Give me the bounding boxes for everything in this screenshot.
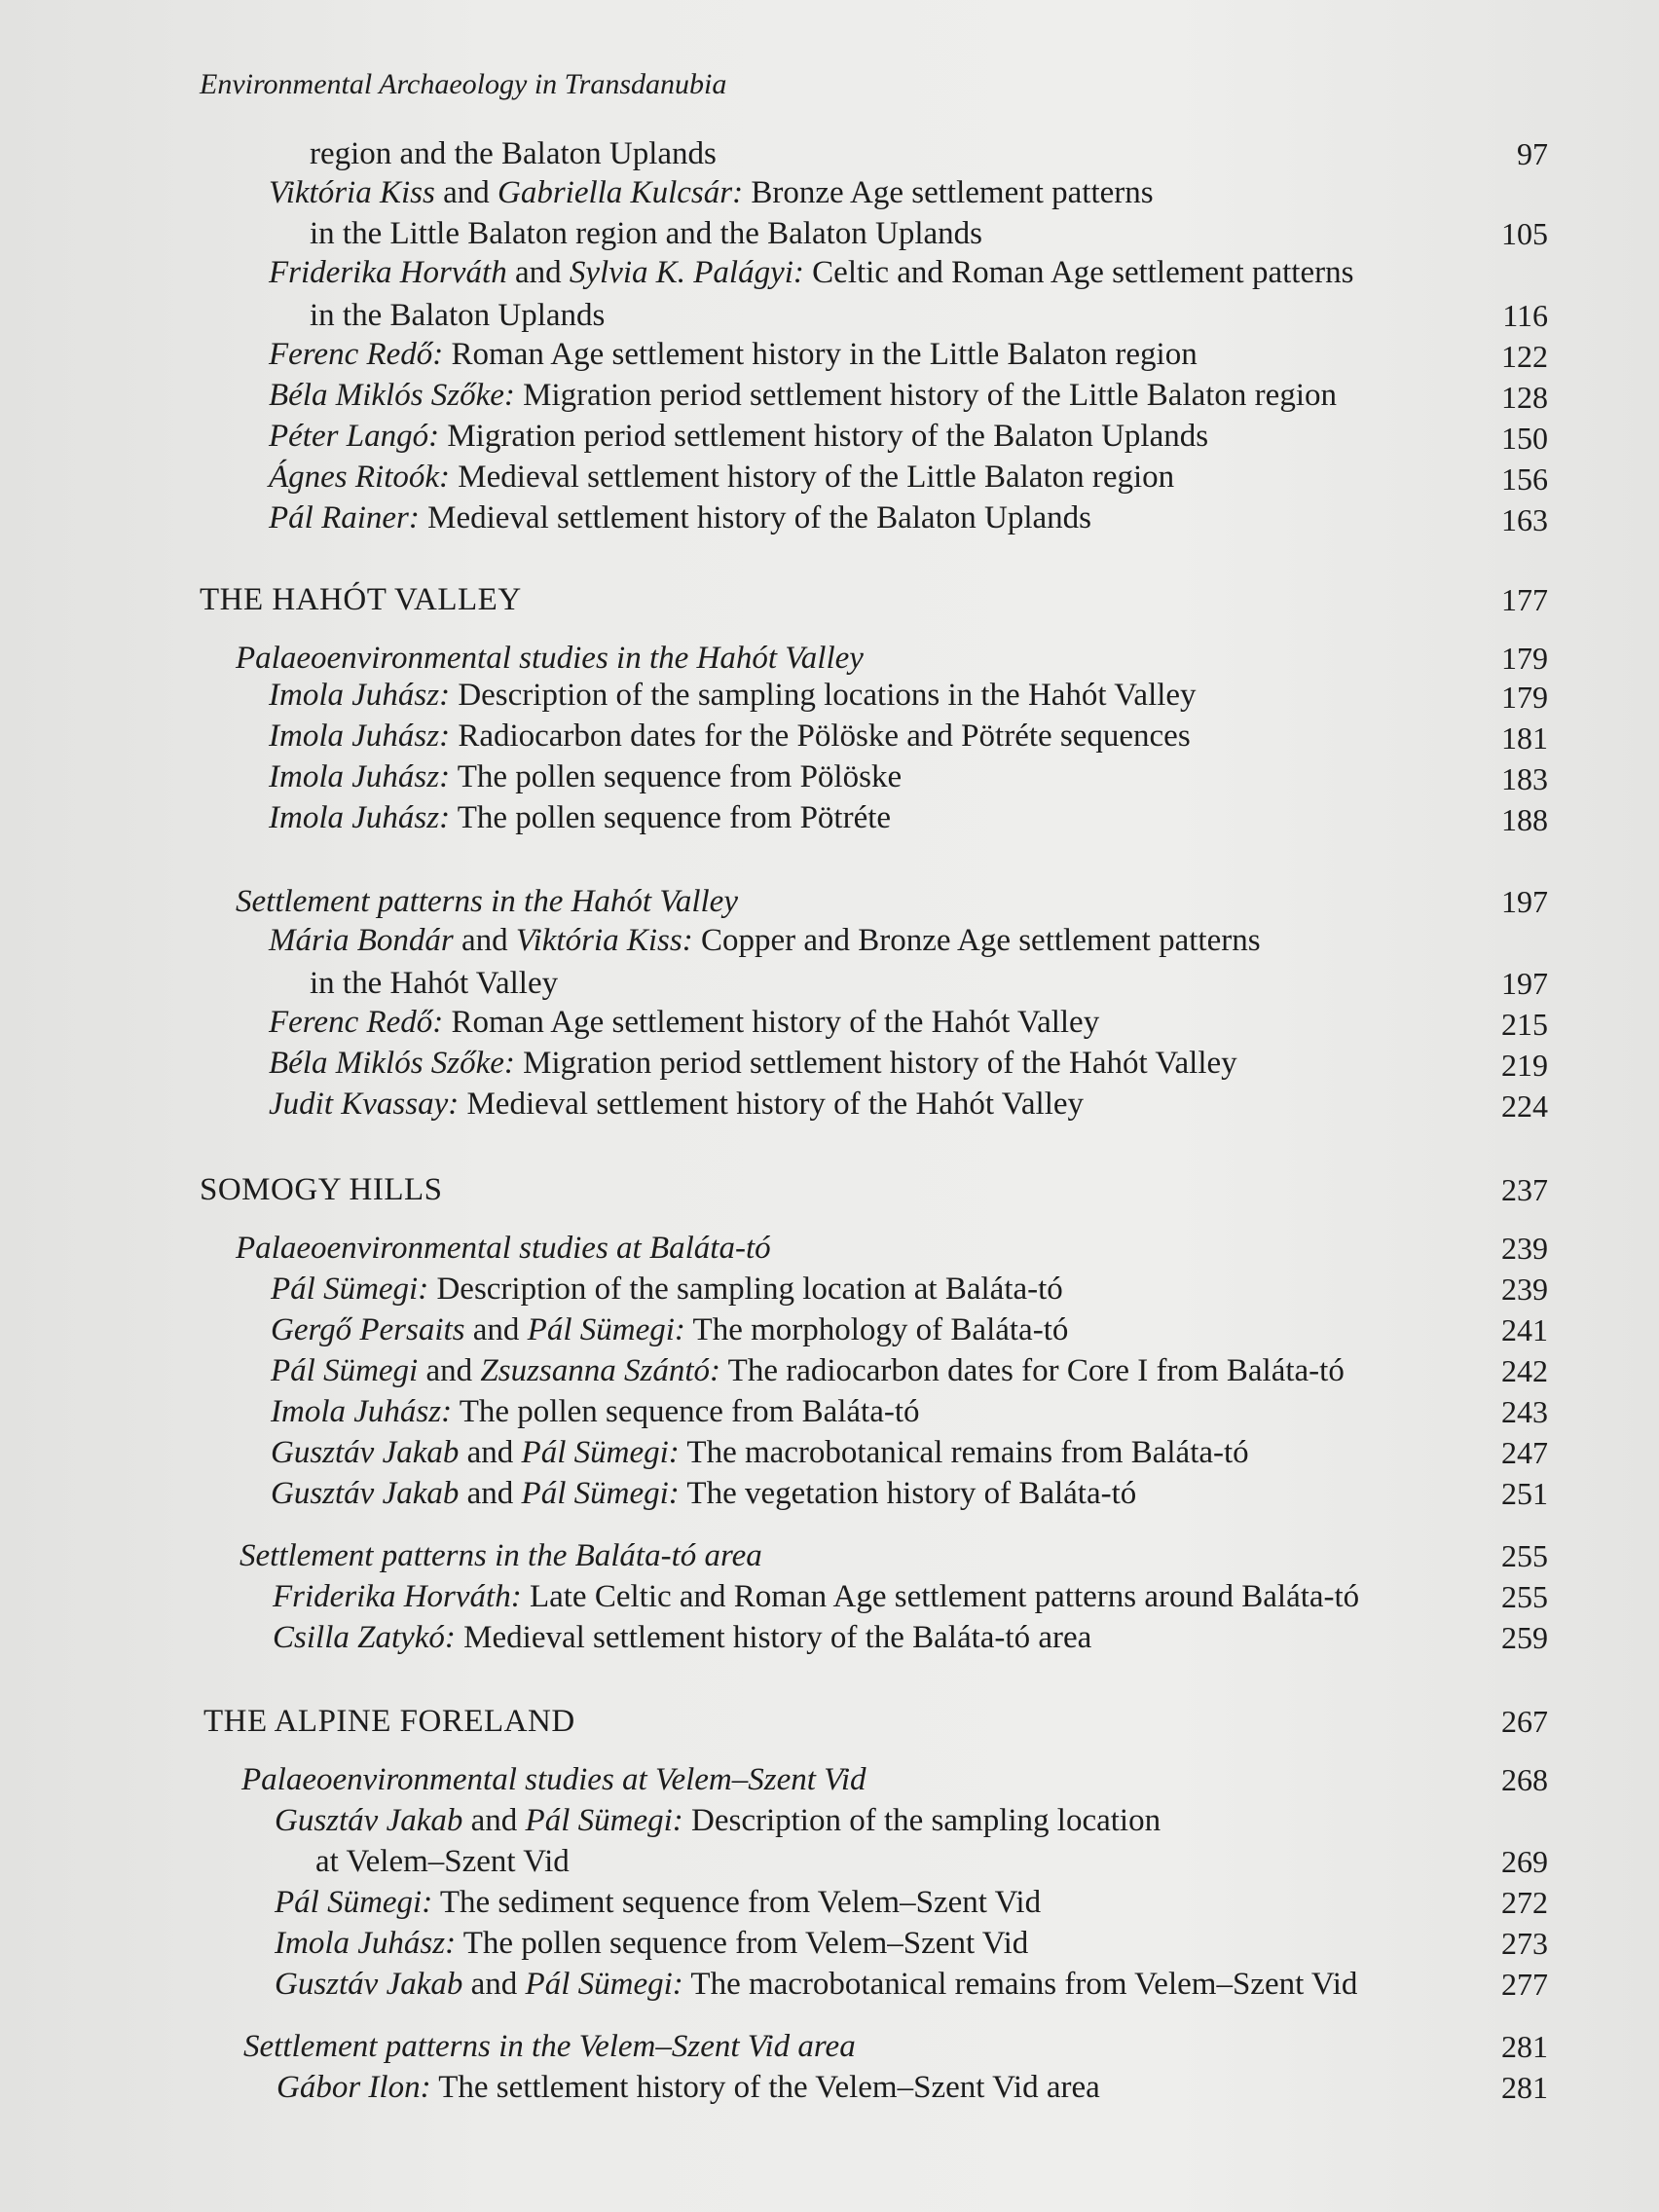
author-name: Béla Miklós Szőke: — [269, 378, 515, 413]
author-name: Gusztáv Jakab — [275, 1967, 463, 2002]
toc-entry-continuation: in the Little Balaton region and the Balaton Uplands — [310, 216, 983, 251]
page-number: 237 — [1501, 1172, 1548, 1207]
toc-subsection-heading: Palaeoenvironmental studies at Velem–Szent Vid — [241, 1762, 866, 1797]
toc-entry — [269, 417, 1208, 456]
author-name: Friderika Horváth: — [273, 1579, 522, 1614]
toc-entry — [269, 1003, 1099, 1042]
toc-entry — [269, 253, 1353, 292]
toc-entry — [269, 757, 902, 796]
author-name: Csilla Zatykó: — [273, 1620, 456, 1655]
author-join: and — [418, 1353, 481, 1388]
entry-title: Celtic and Roman Age settlement patterns — [803, 255, 1354, 290]
page-number: 116 — [1502, 298, 1548, 333]
author-name: Gusztáv Jakab — [271, 1435, 460, 1470]
page-number: 239 — [1501, 1231, 1548, 1266]
toc-entry — [269, 335, 1198, 374]
author-name: Pál Sümegi: — [527, 1312, 685, 1347]
toc-entry — [269, 173, 1154, 212]
author-name: Ferenc Redő: — [269, 1005, 444, 1040]
entry-title: Description of the sampling location — [682, 1803, 1161, 1838]
author-name: Pál Sümegi: — [271, 1272, 429, 1307]
author-name: Mária Bondár — [269, 923, 454, 958]
author-name: Pál Rainer: — [269, 500, 420, 535]
running-head: Environmental Archaeology in Transdanubia — [200, 68, 727, 100]
page-number: 255 — [1501, 1579, 1548, 1614]
author-join: and — [464, 1312, 528, 1347]
entry-title: Medieval settlement history of the Baláta-tó area — [455, 1620, 1092, 1655]
author-join: and — [462, 1803, 526, 1838]
toc-entry — [273, 1618, 1091, 1657]
toc-entry — [271, 1392, 920, 1431]
page-number: 163 — [1501, 502, 1548, 537]
entry-title: Description of the sampling locations in the Hahót Valley — [450, 678, 1197, 713]
entry-title: The pollen sequence from Baláta-tó — [452, 1394, 920, 1429]
author-name: Ágnes Ritoók: — [269, 460, 451, 495]
page-number: 197 — [1501, 966, 1548, 1001]
author-name: Gusztáv Jakab — [275, 1803, 463, 1838]
author-name: Pál Sümegi: — [525, 1803, 683, 1838]
toc-entry — [269, 1085, 1084, 1124]
author-join: and — [459, 1476, 522, 1511]
page-number: 247 — [1501, 1435, 1548, 1470]
entry-title: The pollen sequence from Pölöske — [450, 759, 903, 794]
page-number: 179 — [1501, 680, 1548, 715]
author-name: Judit Kvassay: — [269, 1087, 460, 1122]
toc-entry-continuation: region and the Balaton Uplands — [310, 136, 717, 171]
author-name: Sylvia K. Palágyi: — [569, 255, 804, 290]
toc-section-heading: THE HAHÓT VALLEY — [200, 582, 522, 617]
entry-title: Migration period settlement history of the Little Balaton region — [514, 378, 1337, 413]
page-number: 272 — [1501, 1885, 1548, 1920]
entry-title: The sediment sequence from Velem–Szent Vid — [432, 1885, 1042, 1920]
page-number: 105 — [1501, 216, 1548, 251]
page-number: 122 — [1501, 339, 1548, 374]
page-number: 277 — [1501, 1967, 1548, 2002]
author-join: and — [434, 175, 498, 210]
entry-title: The pollen sequence from Velem–Szent Vid — [456, 1926, 1029, 1961]
entry-title: The macrobotanical remains from Baláta-tó — [679, 1435, 1249, 1470]
author-name: Imola Juhász: — [275, 1926, 457, 1961]
author-name: Pál Sümegi — [271, 1353, 419, 1388]
toc-entry-continuation: in the Hahót Valley — [310, 966, 559, 1001]
toc-entry — [269, 717, 1191, 756]
page-number: 183 — [1501, 761, 1548, 796]
entry-title: Migration period settlement history of the Balaton Uplands — [439, 419, 1209, 454]
entry-title: Medieval settlement history of the Little Balaton region — [450, 460, 1175, 495]
page-number: 156 — [1501, 461, 1548, 497]
toc-entry — [269, 921, 1261, 960]
entry-title: Description of the sampling location at Baláta-tó — [428, 1272, 1063, 1307]
entry-title: The pollen sequence from Pötréte — [450, 800, 892, 835]
toc-entry — [276, 2068, 1100, 2107]
author-join: and — [459, 1435, 522, 1470]
author-name: Pál Sümegi: — [525, 1967, 683, 2002]
page-number: 241 — [1501, 1312, 1548, 1347]
page-number: 255 — [1501, 1538, 1548, 1573]
toc-subsection-heading: Settlement patterns in the Velem–Szent Vid area — [243, 2029, 856, 2064]
entry-title: Late Celtic and Roman Age settlement patterns around Baláta-tó — [521, 1579, 1360, 1614]
entry-title: The morphology of Baláta-tó — [684, 1312, 1069, 1347]
author-name: Gusztáv Jakab — [271, 1476, 460, 1511]
toc-entry — [269, 798, 891, 837]
entry-title: Medieval settlement history of the Hahót Valley — [459, 1087, 1085, 1122]
author-name: Béla Miklós Szőke: — [269, 1046, 515, 1081]
toc-section-heading: THE ALPINE FORELAND — [203, 1704, 575, 1739]
page-number: 188 — [1501, 802, 1548, 837]
toc-entry — [269, 458, 1174, 497]
entry-title: Bronze Age settlement patterns — [743, 175, 1154, 210]
toc-subsection-heading: Palaeoenvironmental studies at Baláta-tó — [236, 1231, 771, 1266]
toc-entry — [271, 1270, 1063, 1309]
toc-entry — [269, 376, 1337, 415]
author-name: Imola Juhász: — [269, 800, 451, 835]
page-number: 273 — [1501, 1926, 1548, 1961]
toc-entry — [271, 1310, 1068, 1349]
toc-subsection-heading: Settlement patterns in the Hahót Valley — [236, 884, 738, 919]
toc-subsection-heading: Settlement patterns in the Baláta-tó area — [240, 1538, 762, 1573]
page-number: 259 — [1501, 1620, 1548, 1655]
page-number: 281 — [1501, 2070, 1548, 2105]
author-name: Imola Juhász: — [271, 1394, 453, 1429]
page-number: 243 — [1501, 1394, 1548, 1429]
entry-title: Radiocarbon dates for the Pölöske and Pötréte sequences — [450, 719, 1191, 754]
toc-entry — [271, 1351, 1345, 1390]
author-name: Imola Juhász: — [269, 678, 451, 713]
page-number: 219 — [1501, 1048, 1548, 1083]
page-number: 197 — [1501, 884, 1548, 919]
toc-entry — [275, 1924, 1028, 1963]
toc-entry — [269, 498, 1091, 537]
toc-entry-continuation: in the Balaton Uplands — [310, 298, 606, 333]
toc-subsection-heading: Palaeoenvironmental studies in the Hahót Valley — [236, 641, 864, 676]
author-join: and — [462, 1967, 526, 2002]
toc-entry — [275, 1801, 1161, 1840]
entry-title: The settlement history of the Velem–Szent Vid area — [430, 2070, 1100, 2105]
page-number: 97 — [1517, 136, 1548, 171]
page-number: 181 — [1501, 720, 1548, 756]
author-join: and — [453, 923, 516, 958]
page-number: 179 — [1501, 641, 1548, 676]
author-join: and — [506, 255, 570, 290]
toc-entry — [271, 1433, 1249, 1472]
toc-section-heading: SOMOGY HILLS — [200, 1172, 443, 1207]
author-name: Imola Juhász: — [269, 719, 451, 754]
author-name: Pál Sümegi: — [275, 1885, 433, 1920]
toc-entry — [275, 1965, 1357, 2004]
toc-entry — [273, 1577, 1359, 1616]
entry-title: Medieval settlement history of the Balaton Uplands — [419, 500, 1091, 535]
author-name: Friderika Horváth — [269, 255, 507, 290]
entry-title: Roman Age settlement history in the Little Balaton region — [443, 337, 1198, 372]
toc-entry — [271, 1474, 1136, 1513]
page-number: 242 — [1501, 1353, 1548, 1388]
page-number: 251 — [1501, 1476, 1548, 1511]
page-number: 150 — [1501, 421, 1548, 456]
entry-title: The radiocarbon dates for Core I from Baláta-tó — [720, 1353, 1345, 1388]
entry-title: Migration period settlement history of the Hahót Valley — [514, 1046, 1237, 1081]
page-number: 239 — [1501, 1272, 1548, 1307]
page-number: 267 — [1501, 1704, 1548, 1739]
entry-title: The macrobotanical remains from Velem–Szent Vid — [682, 1967, 1358, 2002]
page-number: 215 — [1501, 1007, 1548, 1042]
page-number: 224 — [1501, 1088, 1548, 1124]
author-name: Péter Langó: — [269, 419, 440, 454]
page-number: 268 — [1501, 1762, 1548, 1797]
toc-entry — [269, 1044, 1237, 1083]
page-number: 177 — [1501, 582, 1548, 617]
page-number: 269 — [1501, 1844, 1548, 1879]
toc-entry — [269, 676, 1197, 715]
author-name: Ferenc Redő: — [269, 337, 444, 372]
entry-title: Copper and Bronze Age settlement patterns — [692, 923, 1261, 958]
author-name: Gabriella Kulcsár: — [497, 175, 744, 210]
page-number: 281 — [1501, 2029, 1548, 2064]
author-name: Gergő Persaits — [271, 1312, 465, 1347]
author-name: Imola Juhász: — [269, 759, 451, 794]
author-name: Pál Sümegi: — [521, 1476, 680, 1511]
author-name: Viktória Kiss: — [515, 923, 693, 958]
author-name: Zsuzsanna Szántó: — [480, 1353, 721, 1388]
author-name: Pál Sümegi: — [521, 1435, 680, 1470]
author-name: Viktória Kiss — [269, 175, 435, 210]
page-number: 128 — [1501, 380, 1548, 415]
author-name: Gábor Ilon: — [276, 2070, 431, 2105]
toc-entry — [275, 1883, 1041, 1922]
toc-entry-continuation: at Velem–Szent Vid — [315, 1844, 570, 1879]
entry-title: The vegetation history of Baláta-tó — [679, 1476, 1137, 1511]
entry-title: Roman Age settlement history of the Hahót Valley — [443, 1005, 1100, 1040]
